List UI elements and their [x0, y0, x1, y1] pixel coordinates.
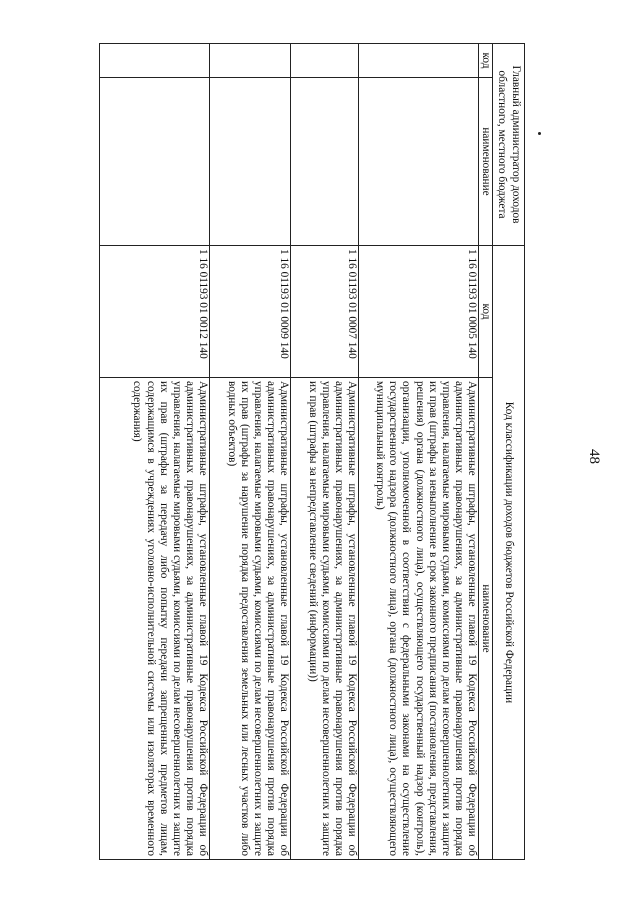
table-row: [99, 44, 209, 860]
row-admin-name: [209, 78, 290, 246]
row-class-code: 1 16 01193 01 0005 140: [358, 246, 478, 378]
row-admin-name: [290, 78, 358, 246]
row-class-name: Административные штрафы, установленные главой 19 Кодекса Российской Федерации об административных правонарушениях, за административные правонарушения против порядка управления, налагаемые мировыми судьями, комиссиями по делам несовершеннолетних и защите их прав (штрафы за нарушение порядка предоставления земельных или лесных участков либо водных объектов): [209, 378, 290, 860]
row-class-name: Административные штрафы, установленные главой 19 Кодекса Российской Федерации об административных правонарушениях, за административные правонарушения против порядка управления, налагаемые мировыми судьями, комиссиями по делам несовершеннолетних и защите их прав (штрафы за невыполнение в срок законного предписания (постановления, представления, решения) органа (должностного лица), осуществляющего государственный надзор (контроль), организации, уполномоченной в соответствии с федеральными законами на осуществление государственного надзора (должностного лица), органа (должностного лица), осуществляющего муниципальный контроль): [358, 378, 478, 860]
page-number: 48: [586, 449, 602, 464]
row-admin-code: [99, 44, 209, 78]
admin-group-header: Главный администратор доходов областного, местного бюджета: [493, 44, 525, 246]
row-class-code: 1 16 01193 01 0009 140: [209, 246, 290, 378]
row-admin-code: [290, 44, 358, 78]
scan-speck: [538, 132, 541, 135]
classification-table: [99, 43, 525, 860]
row-class-code: 1 16 01193 01 0007 140: [290, 246, 358, 378]
table-row: [358, 44, 478, 860]
admin-name-header: наименование: [478, 78, 492, 246]
row-admin-name: [99, 78, 209, 246]
classification-table-frame: [101, 43, 525, 859]
rotated-content: [101, 43, 525, 859]
row-class-name: Административные штрафы, установленные главой 19 Кодекса Российской Федерации об административных правонарушениях, за административные правонарушения против порядка управления, налагаемые мировыми судьями, комиссиями по делам несовершеннолетних и защите их прав (штрафы за передачу либо попытку передачи запрещенных предметов лицам, содержащимся в учреждениях уголовно-исполнительной системы или изоляторах временного содержания): [99, 378, 209, 860]
classification-group-header: Код классификации доходов бюджетов Российской Федерации: [493, 246, 525, 860]
admin-code-header: код: [478, 44, 492, 78]
table-row: [209, 44, 290, 860]
row-class-name: Административные штрафы, установленные главой 19 Кодекса Российской Федерации об административных правонарушениях, за административные правонарушения против порядка управления, налагаемые мировыми судьями, комиссиями по делам несовершеннолетних и защите их прав (штрафы за непредставление сведений (информации)): [290, 378, 358, 860]
class-code-header: код: [478, 246, 492, 378]
row-class-code: 1 16 01193 01 0012 140: [99, 246, 209, 378]
row-admin-code: [358, 44, 478, 78]
row-admin-code: [209, 44, 290, 78]
class-name-header: наименование: [478, 378, 492, 860]
row-admin-name: [358, 78, 478, 246]
table-row: [290, 44, 358, 860]
